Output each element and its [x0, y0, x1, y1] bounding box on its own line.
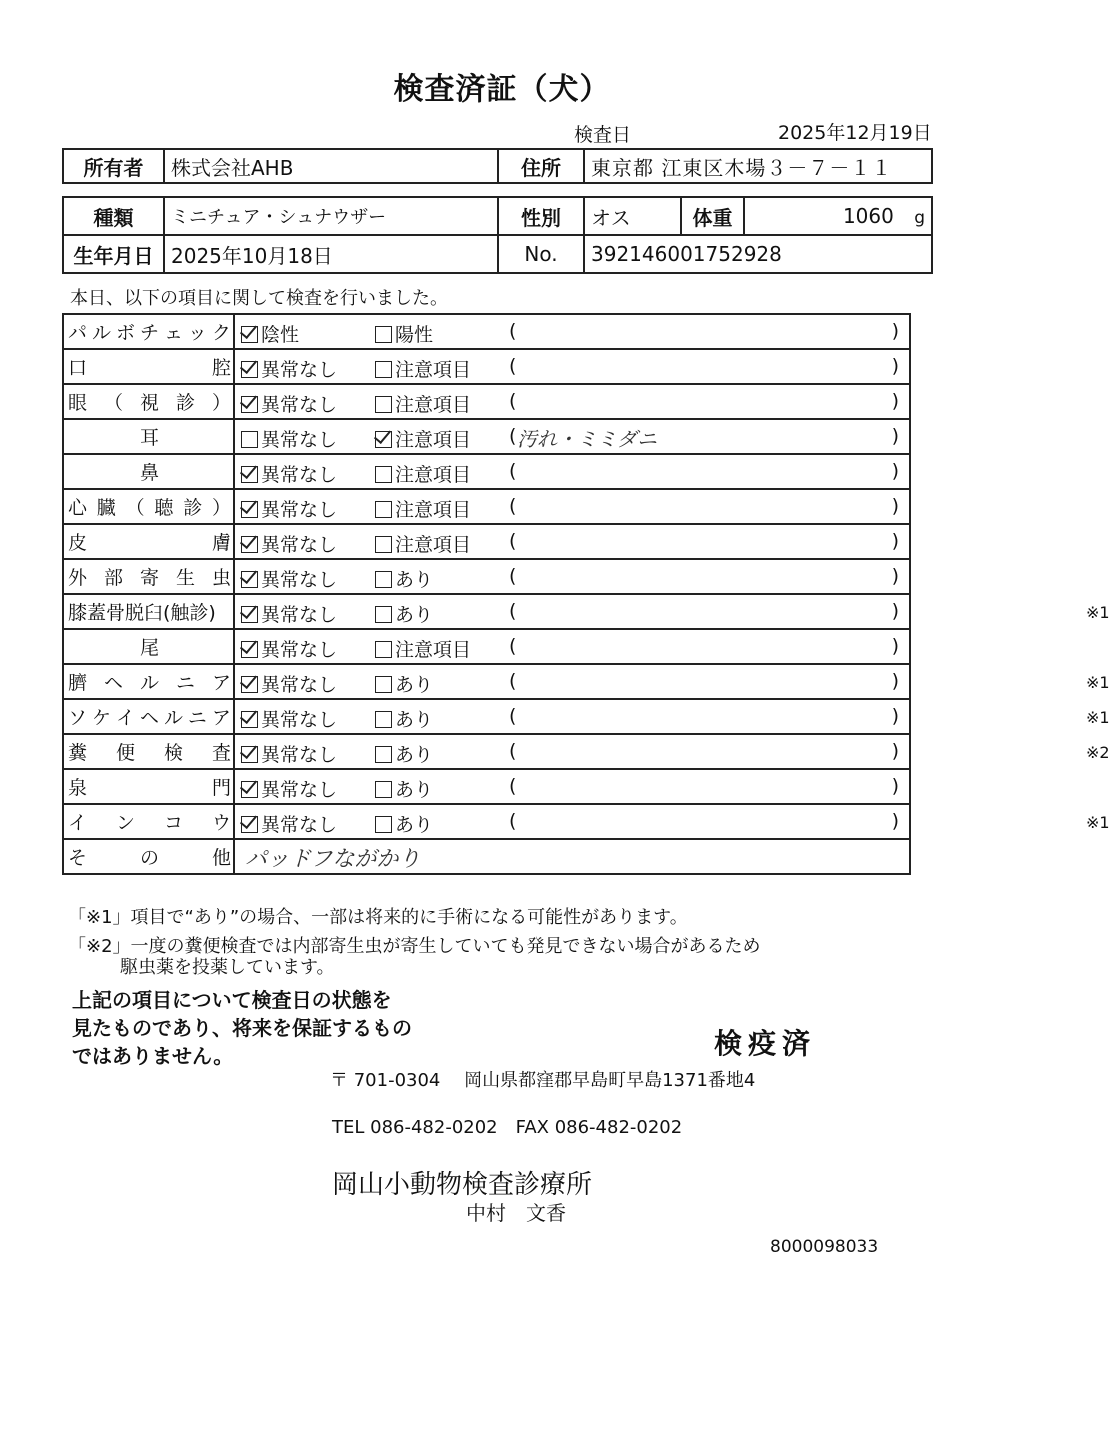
footnote-mark: ※1 [1086, 813, 1110, 832]
exam-item-label [68, 773, 231, 800]
paren-open: ( [509, 775, 517, 797]
option-2[interactable] [375, 635, 471, 662]
label-char: パ [68, 322, 88, 344]
exam-row [63, 734, 910, 769]
checkbox-icon[interactable] [375, 781, 392, 798]
label-char: 診 [183, 497, 203, 519]
document-title: 検査済証（犬） [393, 72, 611, 107]
option-2[interactable] [375, 530, 471, 557]
checkbox-icon[interactable] [241, 326, 258, 343]
birth-label: 生年月日 [63, 235, 164, 273]
checkbox-icon[interactable] [241, 361, 258, 378]
exam-item [63, 629, 234, 664]
label-char: ヘ [139, 707, 159, 729]
breed-label: 種類 [63, 197, 164, 235]
option-2[interactable] [375, 320, 433, 347]
exam-result [234, 804, 1110, 839]
exam-result [234, 419, 910, 454]
option-2[interactable] [375, 495, 471, 522]
exam-item [63, 559, 234, 594]
option-2-label: あり [395, 569, 434, 591]
paren-close: ) [891, 600, 899, 622]
exam-date-value: 2025年12月19日 [778, 122, 932, 144]
option-2-label: あり [395, 709, 434, 731]
exam-item-label [68, 808, 231, 835]
exam-item [63, 349, 234, 384]
exam-result [234, 489, 910, 524]
label-char: 検 [163, 742, 183, 764]
label-char: 門 [211, 777, 231, 799]
exam-item-label [68, 668, 231, 695]
checkbox-icon[interactable] [375, 536, 392, 553]
footnote-2-continued: 駆虫薬を投薬しています。 [120, 957, 335, 978]
exam-item [63, 804, 234, 839]
label-char: 生 [175, 567, 195, 589]
exam-item-label [68, 528, 231, 555]
exam-row [63, 489, 910, 524]
exam-item [63, 734, 234, 769]
exam-result [234, 664, 1110, 699]
exam-row-other [63, 839, 910, 874]
paren-open: ( [509, 320, 517, 342]
checkbox-icon[interactable] [241, 536, 258, 553]
exam-item-label [68, 388, 231, 415]
footnote-mark: ※1 [1086, 603, 1110, 622]
paren-open: ( [509, 740, 517, 762]
option-2[interactable] [375, 460, 471, 487]
label-char: ル [163, 707, 183, 729]
option-2[interactable] [375, 355, 471, 382]
exam-result [234, 699, 1110, 734]
option-1-label: 異常なし [261, 359, 338, 381]
label-char: イ [115, 707, 135, 729]
sex-label: 性別 [498, 197, 584, 235]
disclaimer-line: 上記の項目について検査日の状態を [72, 988, 392, 1012]
checkbox-icon[interactable] [241, 501, 258, 518]
exam-row [63, 804, 910, 839]
option-1[interactable] [241, 705, 337, 732]
label-char: 臓 [96, 497, 116, 519]
option-2-label: あり [395, 674, 434, 696]
paren-close: ) [891, 460, 899, 482]
checkbox-icon[interactable] [375, 606, 392, 623]
paren-open: ( [509, 355, 517, 377]
paren-close: ) [891, 740, 899, 762]
label-char: そ [68, 847, 88, 869]
checkbox-icon[interactable] [375, 746, 392, 763]
option-2-label: 注意項目 [395, 359, 472, 381]
paren-open: ( [509, 390, 517, 412]
checkbox-icon[interactable] [375, 711, 392, 728]
exam-result [234, 629, 910, 664]
exam-row [63, 629, 910, 664]
option-1-label: 異常なし [261, 709, 338, 731]
paren-open: ( [509, 565, 517, 587]
label-char: ケ [91, 707, 111, 729]
option-1-label: 異常なし [261, 464, 338, 486]
label-char: 心 [68, 497, 88, 519]
label-char: ニ [175, 672, 195, 694]
label-char: 他 [211, 847, 231, 869]
label-char: イ [68, 812, 88, 834]
label-char: ク [211, 322, 231, 344]
option-1[interactable] [241, 355, 337, 382]
option-2[interactable] [375, 565, 433, 592]
other-remark: パッドフながかり [245, 847, 421, 872]
label-char: 虫 [211, 567, 231, 589]
option-1-label: 異常なし [261, 394, 338, 416]
paren-close: ) [891, 320, 899, 342]
checkbox-icon[interactable] [241, 676, 258, 693]
footnote-mark: ※1 [1086, 673, 1110, 692]
label-char: ル [91, 322, 111, 344]
checkbox-icon[interactable] [375, 466, 392, 483]
address-value: 東京都 江東区木場３－７－１１ [584, 149, 932, 183]
exam-item [63, 524, 234, 559]
paren-open: ( [509, 635, 517, 657]
exam-item-label [68, 738, 231, 765]
paren-close: ) [891, 810, 899, 832]
label-char: 膚 [211, 532, 231, 554]
exam-row [63, 349, 910, 384]
option-1[interactable] [241, 530, 337, 557]
paren-close: ) [891, 775, 899, 797]
option-1-label: 異常なし [261, 744, 338, 766]
exam-result [234, 769, 910, 804]
checkbox-icon[interactable] [241, 781, 258, 798]
paren-close: ) [891, 670, 899, 692]
option-2-label: 注意項目 [395, 429, 472, 451]
option-2[interactable] [375, 425, 471, 452]
checkbox-icon[interactable] [241, 466, 258, 483]
exam-result [234, 734, 1110, 769]
owner-table [62, 148, 933, 184]
exam-row [63, 699, 910, 734]
label-char: 査 [211, 742, 231, 764]
exam-item-label: 耳 [139, 427, 159, 449]
option-2-label: 注意項目 [395, 499, 472, 521]
label-char: ア [211, 707, 231, 729]
exam-item-label: 膝蓋骨脱臼(触診) [68, 602, 216, 624]
option-1-label: 異常なし [261, 569, 338, 591]
paren-close: ) [891, 355, 899, 377]
label-char: ソ [68, 707, 88, 729]
checkbox-icon[interactable] [375, 501, 392, 518]
paren-close: ) [891, 425, 899, 447]
exam-item [63, 769, 234, 804]
no-value: 392146001752928 [584, 235, 932, 273]
exam-result [234, 524, 910, 559]
paren-open: ( [509, 670, 517, 692]
option-1-label: 異常なし [261, 814, 338, 836]
option-1[interactable] [241, 565, 337, 592]
exam-result [234, 384, 910, 419]
label-char: ェ [163, 322, 183, 344]
option-1[interactable] [241, 635, 337, 662]
option-2-label: 陽性 [395, 324, 434, 346]
exam-item [63, 664, 234, 699]
option-2-label: あり [395, 604, 434, 626]
option-2-label: 注意項目 [395, 464, 472, 486]
option-1-label: 異常なし [261, 639, 338, 661]
intro-text: 本日、以下の項目に関して検査を行いました。 [70, 288, 448, 309]
exam-result [234, 594, 1110, 629]
other-item [63, 839, 234, 874]
remark-text: 汚れ・ミミダニ [517, 427, 657, 451]
option-1[interactable] [241, 320, 299, 347]
option-2-label: 注意項目 [395, 394, 472, 416]
disclaimer-line: 見たものであり、将来を保証するもの [72, 1016, 412, 1040]
label-char: ボ [115, 322, 135, 344]
exam-item-label [68, 493, 231, 520]
checkbox-icon[interactable] [375, 571, 392, 588]
option-2-label: 注意項目 [395, 639, 472, 661]
checkbox-icon[interactable] [375, 326, 392, 343]
owner-value: 株式会社AHB [164, 149, 498, 183]
other-result [234, 839, 910, 874]
checkbox-icon[interactable] [241, 396, 258, 413]
paren-open: ( [509, 705, 517, 727]
option-1[interactable] [241, 670, 337, 697]
label-char: 皮 [68, 532, 88, 554]
paren-close: ) [891, 565, 899, 587]
label-char: 口 [68, 357, 88, 379]
label-char: 臍 [68, 672, 88, 694]
no-label: No. [498, 235, 584, 273]
owner-label: 所有者 [63, 149, 164, 183]
label-char: ル [139, 672, 159, 694]
label-char: 糞 [68, 742, 88, 764]
paren-open: ( [509, 425, 517, 447]
weight-unit: g [914, 208, 925, 228]
label-char: の [139, 847, 159, 869]
exam-item [63, 699, 234, 734]
option-2[interactable] [375, 810, 433, 837]
checkbox-icon[interactable] [241, 816, 258, 833]
option-1[interactable] [241, 600, 337, 627]
exam-row [63, 559, 910, 594]
label-char: 外 [68, 567, 88, 589]
option-1-label: 異常なし [261, 534, 338, 556]
paren-open: ( [509, 530, 517, 552]
label-char: ヘ [103, 672, 123, 694]
exam-row [63, 594, 910, 629]
checkbox-icon[interactable] [375, 641, 392, 658]
checkbox-icon[interactable] [241, 606, 258, 623]
paren-close: ) [891, 705, 899, 727]
checkbox-icon[interactable] [375, 816, 392, 833]
clinic-address: 〒 701-0304 岡山県都窪郡早島町早島1371番地4 [330, 1070, 756, 1091]
checkbox-icon[interactable] [241, 641, 258, 658]
option-2-label: あり [395, 814, 434, 836]
option-1[interactable] [241, 495, 337, 522]
paren-open: ( [509, 495, 517, 517]
exam-row [63, 314, 910, 349]
weight-label: 体重 [681, 197, 744, 235]
exam-item-label: 鼻 [139, 462, 159, 484]
label-char: 診 [175, 392, 195, 414]
exam-result [234, 349, 910, 384]
footnote-mark: ※2 [1086, 743, 1110, 762]
other-label [68, 843, 231, 870]
option-1[interactable] [241, 390, 337, 417]
option-2[interactable] [375, 705, 433, 732]
breed-value: ミニチュア・シュナウザー [164, 197, 498, 235]
label-char: 眼 [68, 392, 88, 414]
label-char: （ [125, 497, 145, 519]
option-1-label: 異常なし [261, 674, 338, 696]
paren-open: ( [509, 460, 517, 482]
label-char: 泉 [68, 777, 88, 799]
paren-close: ) [891, 530, 899, 552]
exam-row [63, 664, 910, 699]
exam-date-label: 検査日 [574, 124, 632, 146]
option-1-label: 異常なし [261, 604, 338, 626]
label-char: 聴 [154, 497, 174, 519]
exam-item-label [68, 563, 231, 590]
label-char: 腔 [211, 357, 231, 379]
checkbox-icon[interactable] [241, 746, 258, 763]
checkbox-icon[interactable] [375, 431, 392, 448]
option-1[interactable] [241, 810, 337, 837]
exam-item-label: 尾 [139, 637, 159, 659]
label-char: ） [211, 497, 231, 519]
exam-result [234, 314, 910, 349]
exam-row [63, 384, 910, 419]
label-char: ア [211, 672, 231, 694]
option-1-label: 陰性 [261, 324, 300, 346]
veterinarian-name: 中村 文香 [466, 1201, 566, 1225]
label-char: ッ [187, 322, 207, 344]
footnote-2: 「※2」一度の糞便検査では内部寄生虫が寄生していても発見できない場合があるため [68, 936, 761, 957]
option-2[interactable] [375, 740, 433, 767]
label-char: 部 [103, 567, 123, 589]
birth-value: 2025年10月18日 [164, 235, 498, 273]
option-1-label: 異常なし [261, 499, 338, 521]
clinic-name: 岡山小動物検査診療所 [332, 1170, 593, 1200]
paren-close: ) [891, 495, 899, 517]
label-char: （ [103, 392, 123, 414]
option-2[interactable] [375, 775, 433, 802]
option-2-label: あり [395, 779, 434, 801]
label-char: 便 [115, 742, 135, 764]
exam-result [234, 559, 910, 594]
clinic-phone: TEL 086-482-0202 FAX 086-482-0202 [332, 1117, 683, 1138]
exam-table [62, 313, 1110, 875]
label-char: ） [211, 392, 231, 414]
footnote-1: 「※1」項目で“あり”の場合、一部は将来的に手術になる可能性があります。 [68, 907, 688, 928]
exam-result [234, 454, 910, 489]
weight-value: 1060 [842, 204, 894, 228]
option-1[interactable] [241, 775, 337, 802]
exam-item [63, 454, 234, 489]
paren-open: ( [509, 600, 517, 622]
option-2-label: 注意項目 [395, 534, 472, 556]
option-2[interactable] [375, 390, 471, 417]
exam-item [63, 314, 234, 349]
paren-close: ) [891, 635, 899, 657]
label-char: ニ [187, 707, 207, 729]
checkbox-icon[interactable] [241, 571, 258, 588]
checkbox-icon[interactable] [241, 711, 258, 728]
exam-row [63, 524, 910, 559]
label-char: 寄 [139, 567, 159, 589]
disclaimer-line: ではありません。 [72, 1044, 234, 1068]
option-1[interactable] [241, 740, 337, 767]
option-2[interactable] [375, 670, 433, 697]
option-1[interactable] [241, 460, 337, 487]
exam-row [63, 454, 910, 489]
quarantine-stamp: 検疫済 [714, 1027, 817, 1060]
animal-table [62, 196, 933, 274]
option-1-label: 異常なし [261, 429, 338, 451]
checkbox-icon[interactable] [375, 676, 392, 693]
option-2[interactable] [375, 600, 433, 627]
option-1[interactable] [241, 425, 337, 452]
document-number: 8000098033 [770, 1237, 879, 1257]
checkbox-icon[interactable] [375, 396, 392, 413]
disclaimer [72, 986, 412, 1070]
exam-item-label [68, 703, 231, 730]
checkbox-icon[interactable] [375, 361, 392, 378]
exam-item [63, 384, 234, 419]
label-char: ン [115, 812, 135, 834]
exam-item [63, 594, 234, 629]
paren-open: ( [509, 810, 517, 832]
paren-close: ) [891, 390, 899, 412]
weight-cell [744, 197, 932, 235]
label-char: 視 [139, 392, 159, 414]
sex-value: オス [584, 197, 681, 235]
address-label: 住所 [498, 149, 584, 183]
label-char: コ [163, 812, 183, 834]
exam-item-label [68, 318, 231, 345]
checkbox-icon[interactable] [241, 431, 258, 448]
footnote-mark: ※1 [1086, 708, 1110, 727]
exam-row [63, 769, 910, 804]
exam-item-label [68, 353, 231, 380]
option-1-label: 異常なし [261, 779, 338, 801]
label-char: チ [139, 322, 159, 344]
label-char: ウ [211, 812, 231, 834]
option-2-label: あり [395, 744, 434, 766]
exam-row [63, 419, 910, 454]
exam-item [63, 419, 234, 454]
exam-item [63, 489, 234, 524]
